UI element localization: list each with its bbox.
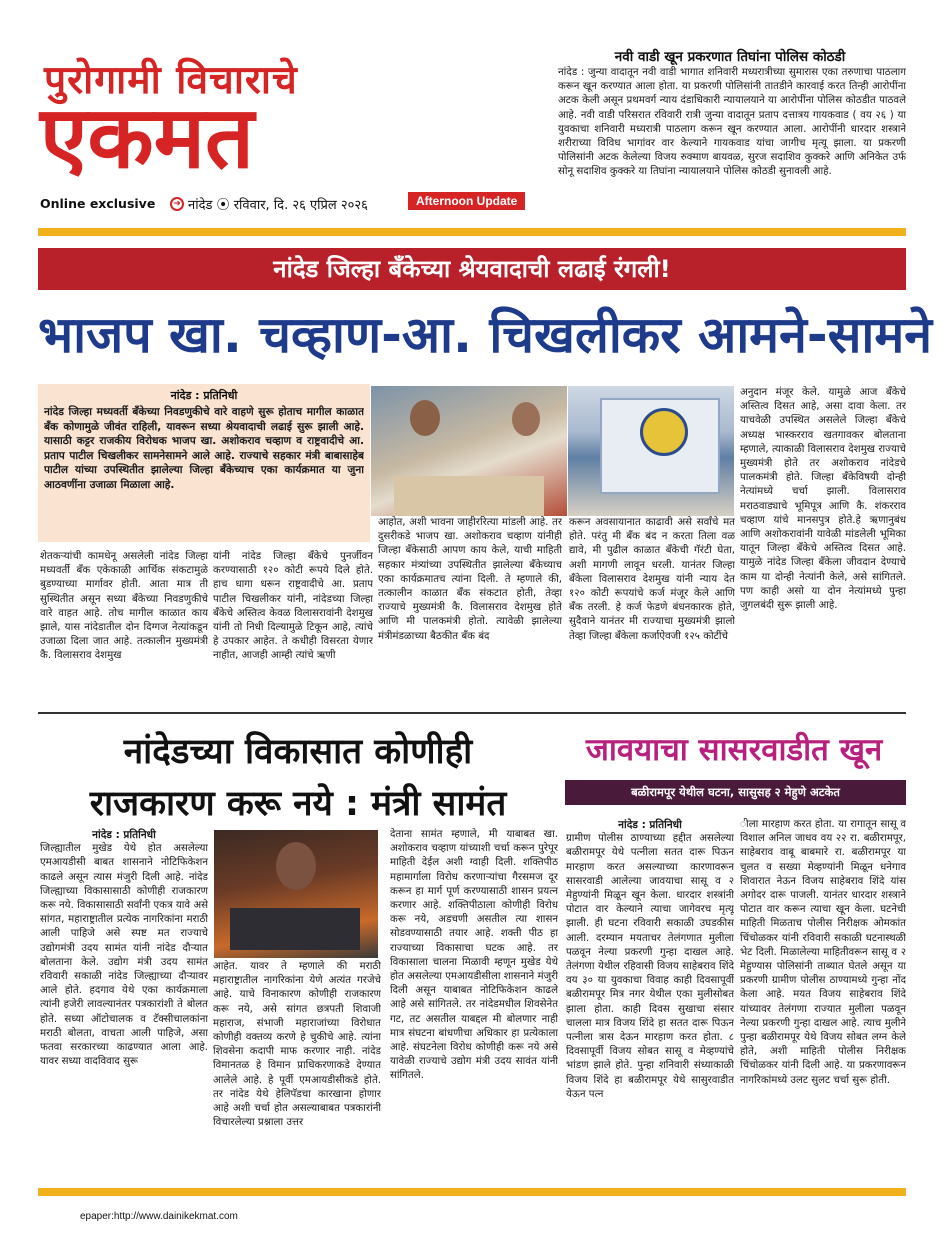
story2-col2: आहेत. यावर ते म्हणाले की मराठी महाराष्ट्रातील नागरिकांना येणे अत्यंत गरजेचे आहे. याचे विनाकारण कोणीही राजकारण करू नये, असे सांगत छत्रपती शिवाजी महाराज, संभाजी महाराजांच्या विरोधात कोणीही वक्तव्य करणे हे चुकीचे आहे. त्यांना शिवसेना कदापी माफ करणार नाही. नांदेड विमानतळ हे विमान प्राधिकरणाकडे देण्यात आलेले आहे. हे पूर्वी एमआयडीसीकडे होते. तर नांदेड येथे हेलिपॅडचा कारखाना होणार आहे अशी चर्चा होत असल्याबाबत पत्रकारांनी विचारलेल्या प्रश्नाला उत्तर xyxy=(213,961,381,1129)
story2-col1: जिल्ह्यातील मुखेड येथे होत असलेल्या एमआयडीसी बाबत शासनाने नोटिफिकेशन काढले असून त्यास मंजुरी दिली आहे. नांदेड जिल्ह्याच्या विकासासाठी कोणीही राजकारण करू नये. विकासासाठी सर्वांनी एकत्र यावे असे सांगत, महाराष्ट्रातील प्रत्येक नागरिकांना मराठी आली पाहिजे असे स्पष्ट मत राज्याचे उद्योगमंत्री उदय सामंत यांनी नांदेड दौऱ्यात बोलताना केले. उद्योग मंत्री उदय सामंत रविवारी सकाळी नांदेड जिल्ह्याच्या दौऱ्यावर आले होते. हदगाव येथे एका कार्यक्रमाला त्यांनी हजेरी लावल्यानंतर पत्रकारांशी ते बोलत होते. सध्या ऑटोचालक व टॅक्सीचालकांना मराठी बोलता, वाचता आली पाहिजे, असा फतवा सरकारच्या काढण्यात आला आहे. यावर सध्या वादविवाद सुरू xyxy=(40,843,208,1068)
story1-headline: भाजप खा. चव्हाण-आ. चिखलीकर आमने-सामने xyxy=(38,306,932,364)
story2-col3: देताना सामंत म्हणाले, मी याबाबत खा. अशोकराव चव्हाण यांच्याशी चर्चा करून पुरेपूर माहिती देईल अशी ग्वाही दिली. शक्तिपीठ महामार्गाला विरोध करणाऱ्यांचा गैरसमज दूर करून हा मार्ग पूर्ण करण्यासाठी शासन प्रयत्न करणार आहे. शक्तिपीठाला कोणीही विरोध करू नये, अडचणी असतील त्या शासन सोडवण्यासाठी तयार आहे. शक्ती पीठ हा राज्याच्या विकासाचा घटक आहे. तर विकासाला चालना मिळावी म्हणून मुखेड येथे होत असलेल्या एमआयडीसीला शासनाने मंजुरी दिली असून याबाबत नोटिफिकेशन काढले आहे असे सांगितले. तर नांदेडमधील शिवसेनेत गट, तट असतील याबद्दल मी बोलणार नाही मात्र संघटना बांधणीचा अधिकार हा प्रत्येकाला आहे. संघटनेला विरोध कोणीही करू नये असे यावेळी राज्याचे उद्योग मंत्री उदय सावंत यांनी सांगितले. xyxy=(390,829,558,1082)
story3-headline: जावयाचा सासरवाडीत खून xyxy=(585,732,883,768)
dateline-text: नांदेड ⦿ रविवार, दि. २६ एप्रिल २०२६ xyxy=(188,198,368,213)
story1-col1: शेतकऱ्यांची कामधेनू असलेली नांदेड जिल्हा मध्यवर्ती बँक एकेकाळी आर्थिक संकटामुळे बुडण्याच्या मार्गावर होती. आता मात्र ती सुस्थितीत असून सध्या बँकेच्या निवडणुकीचे वारे वाहत आहे. तोच मागील काळात काय झाले, यास नांदेडातील दोन दिग्गज नेत्यांकडून उजाळा दिला जात आहे. तत्कालीन मुख्यमंत्री कै. विलासराव देशमुख xyxy=(40,551,208,662)
story1-lead-text: नांदेड जिल्हा मध्यवर्ती बँकेच्या निवडणुकीचे वारे वाहणे सुरू होताच मागील काळात बँक कोणामुळे जीवंत राहिली, यावरून सध्या श्रेयवादाची लढाई सुरू झाली आहे. यासाठी कट्टर राजकीय विरोधक भाजप खा. अशोकराव चव्हाण व राष्ट्रवादीचे आ. प्रताप पाटील चिखलीकर सामनेसामने आले आहे. राज्याचे सहकार मंत्री बाबासाहेब पाटील यांच्या उपस्थितीत झालेल्या जिल्हा बँकेच्याच एका कार्यक्रमात या जुना आठवणींना उजाळा मिळाला आहे. xyxy=(44,406,364,491)
online-exclusive-label: Online exclusive xyxy=(40,196,156,211)
story1-photo-podium xyxy=(394,476,544,516)
story2-headline-line1: नांदेडच्या विकासात कोणीही xyxy=(123,732,473,772)
story1-col4: करून अवसायानात काढावी असे सर्वांचे मत होते. परंतु मी बँक बंद न करता तिला वळ द्यावे, मी पुढील काळात बँकेची गॅरंटी घेता, अशी मागणी लावून धरली. यानंतर जिल्हा बँकेला विलासराव देशमुख यांनी न्याय देत १२० कोटी रूपयांचे कर्ज मंजूर केले आणि बँक तरली. हे कर्ज फेडणे बंधनकारक होते, सुदैवाने यानंतर मी राज्याचा मुख्यमंत्री झालो तेव्हा जिल्हा बँकेला कर्जाऐवजी १२५ कोटींचे xyxy=(569,517,735,642)
story1-col3: आहोत, अशी भावना जाहीररित्या मांडली आहे. तर दुसरीकडे भाजप खा. अशोकराव चव्हाण यांनीही जिल्हा बँकेसाठी आपण काय केले, याची माहिती सहकार मंत्र्यांच्या उपस्थितीत झालेल्या बँकेच्याच एका कार्यक्रमातच त्यांना दिली. ते म्हणाले की, तत्कालीन काळात बँक संकटात होती, तेव्हा राज्याचे मुख्यमंत्री कै. विलासराव देशमुख होते आणि मी पालकमंत्री होतो. त्यावेळी झालेल्या मंत्रीमंडळाच्या बैठकीत बँक बंद xyxy=(378,517,562,642)
story3-col1: ग्रामीण पोलीस ठाण्याच्या हद्दीत असलेल्या बळीरामपूर येथे पत्नीला सतत दारू पिऊन मारहाण करत असल्याच्या कारणावरून सासरवाडी आलेल्या जावयाचा सासू व २ मेहुण्यांनी मिळून खून केला. धारदार शस्त्रांनी पोटात वार केल्याने त्याचा जागेवरच मृत्यू झाली. ही घटना रविवारी सकाळी उघडकीस आली. दरम्यान मयताचर तेलंगणात मुलीला पळवून नेल्या प्रकरणी गुन्हा दाखल आहे. तेलंगणा येथील रहिवासी विजय साहेबराव शिंदे वय ३० या युवकाचा विवाह काही दिवसापूर्वी बळीरामपूर मित्र नगर येथील एका मुलीसोबत झाला होता. काही दिवस सुखाचा संसार चालला मात्र विजय शिंदे हा सतत दारू पिऊन पत्नीला त्रास देऊन मारहाण करत होता. ८ दिवसापूर्वी विजय सोबत सासू व मेव्हण्यांचे भांडण झाले होते. पुन्हा शनिवारी संध्याकाळी विजय शिंदे हा बळीरामपूर येथे सासुरवाडीत येऊन पत्न xyxy=(566,833,734,1100)
story2-photo-microphones xyxy=(230,908,360,950)
epaper-link[interactable]: epaper:http://www.dainikekmat.com xyxy=(80,1211,238,1222)
story2-headline-line2: राजकारण करू नये : मंत्री सामंत xyxy=(89,784,507,824)
story2-col1-wrap xyxy=(40,828,208,1184)
top-story-text: नांदेड : जुन्या वादातून नवी वाडी भागात शनिवारी मध्यरात्रीच्या सुमारास एका तरुणाचा पाठलाग करून खून करण्यात आला होता. या प्रकरणी पोलिसांनी तातडीने कारवाई करत तिन्ही आरोपींना अटक केली असून प्रथमवर्ग न्याय दंडाधिकारी न्यायालयाने या आरोपींना पोलिस कोठडीत पाठवले आहे. नवी वाडी परिसरात रविवारी रात्री जुन्या वादातून प्रताप दत्तात्रय गायकवाड ( वय २६ ) या युवकाचा शनिवारी मध्यरात्री पाठलाग करून खून करण्यात आला. आरोपींनी धारदार शस्त्राने शरीराच्या विविध भागांवर वार केल्याने गायकवाड यांचा जागीच मृत्यू झाला. या प्रकरणी पोलिसांनी अटक केलेल्या विजय रुक्माण बायवळ, सुरज सदाशिव कुक्करे आणि अनिकेत उर्फ सोनू सदाशिव कुक्करे या तिघांना न्यायालयाने पोलिस कोठडी सुनावली आहे. xyxy=(558,67,906,178)
bank-logo-icon xyxy=(640,408,688,456)
top-story-headline: नवी वाडी खून प्रकरणात तिघांना पोलिस कोठडी xyxy=(614,49,846,65)
bottom-divider xyxy=(38,1188,906,1196)
story1-lead-box xyxy=(38,384,370,542)
story2-headline xyxy=(38,726,558,830)
story3-subheading: बळीरामपूर येथील घटना, सासुसह २ मेहुणे अटकेत xyxy=(565,780,906,805)
story1-col5: अनुदान मंजूर केले. यामुळे आज बँकेचे अस्तित्व दिसत आहे, असा दावा केला. तर याचवेळी उपस्थित असलेले जिल्हा बँकेचे अध्यक्ष भास्करराव खतगावकर बोलताना म्हणाले, त्याकाळी विलासराव देशमुख राज्याचे मुख्यमंत्री होते तर अशोकराव नांदेडचे पालकमंत्री होते. जिल्हा बँकेविषयी दोन्ही नेत्यांमध्ये चर्चा झाली. विलासराव मराठवाड्याचे भूमिपूत्र आणि कै. शंकरराव चव्हाण यांचे मानसपुत्र होते.हे ऋणानुबंध आणि अशोकरावांनी यावेळी मांडलेली भूमिका यातून जिल्हा बँकेचे अस्तित्व दिसत आहे. यामुळे नांदेड जिल्हा बँकेला जीवदान देण्याचे काम या दोन्ही नेत्यांनी केले, असे सांगितले. पण काही असो या दोन नेत्यांमध्ये पुन्हा जुगलबंदी सुरू झाली आहे. xyxy=(740,387,906,612)
dateline xyxy=(170,194,368,213)
story1-photo-person-1 xyxy=(410,400,440,436)
story3-col1-wrap xyxy=(566,818,734,1184)
story3-col2: ीला मारहाण करत होता. या रागातून सासू व विशाल अनिल जाधव वय २२ रा. बळीरामपूर, साहेबराव वाबू बाबमारे रा. बळीरामपूर या चुलत व सख्या मेव्हण्यांनी मिळून धनेगाव शिवारात नेऊन विजय साहेबराव शिंदे यांस अगोदर दारू पाजली. यानंतर धारदार शस्त्राने पोटात वार करून त्याचा खून केला. घटनेची माहिती मिळताच पोलीस निरीक्षक ओमकांत चिंचोळकर यांनी रविवारी सकाळी घटनास्थळी भेट दिली. मिळालेल्या माहितीवरून सासू व २ मेहुण्यास पोलिसांनी ताब्यात घेतले असून या प्रकरणी ग्रामीण पोलीस ठाण्यामध्ये गुन्हा नोंद केला आहे. मयत विजय साहेबराव शिंदे यांच्यावर तेलंगणा राज्यात मुलीला पळवून नेल्या प्रकरणी गुन्हा दाखल आहे. त्याच मुलीने पुन्हा बळीरामपूर येथे विजय सोबत लग्न केले होते, अशी माहिती पोलीस निरीक्षक चिंचोळकर यांनी दिली आहे. या प्रकरणावरून नागरिकांमध्ये उलट सुलट चर्चा सुरू होती. xyxy=(740,819,906,1086)
masthead-title: एकमत xyxy=(40,87,255,188)
masthead-tagline: पुरोगामी विचाराचे xyxy=(44,58,298,103)
story1-lead-dateline: नांदेड : प्रतिनिधी xyxy=(170,389,238,402)
section-divider xyxy=(38,712,906,714)
arrow-right-icon: ➜ xyxy=(170,197,184,211)
story1-col2: यांनी नांदेड जिल्हा बँकेचे पुनर्जीवन करण्यासाठी १२० कोटी रूपये दिले होते. हाच धागा धरून राष्ट्रवादीचे आ. प्रताप पाटील चिखलीकर यांनी, नांदेडच्या जिल्हा बँकेचे अस्तित्व केवळ विलासरावांनी देशमुख यांनी तो निधी दिल्यामुळे टिकून आहे, त्यांचे हे उपकार आहेत. ते कधीही विसरता येणार नाहीत, आजही आम्ही त्यांचे ऋणी xyxy=(213,551,373,662)
story2-dateline: नांदेड : प्रतिनिधी xyxy=(92,829,156,841)
story2-photo-face xyxy=(276,842,316,890)
top-divider xyxy=(38,228,906,236)
story1-photo-person-2 xyxy=(512,402,540,436)
afternoon-update-badge: Afternoon Update xyxy=(408,192,525,210)
story3-dateline: नांदेड : प्रतिनिधी xyxy=(618,819,682,831)
story1-banner: नांदेड जिल्हा बँकेच्या श्रेयवादाची लढाई रंगली! xyxy=(38,248,906,290)
